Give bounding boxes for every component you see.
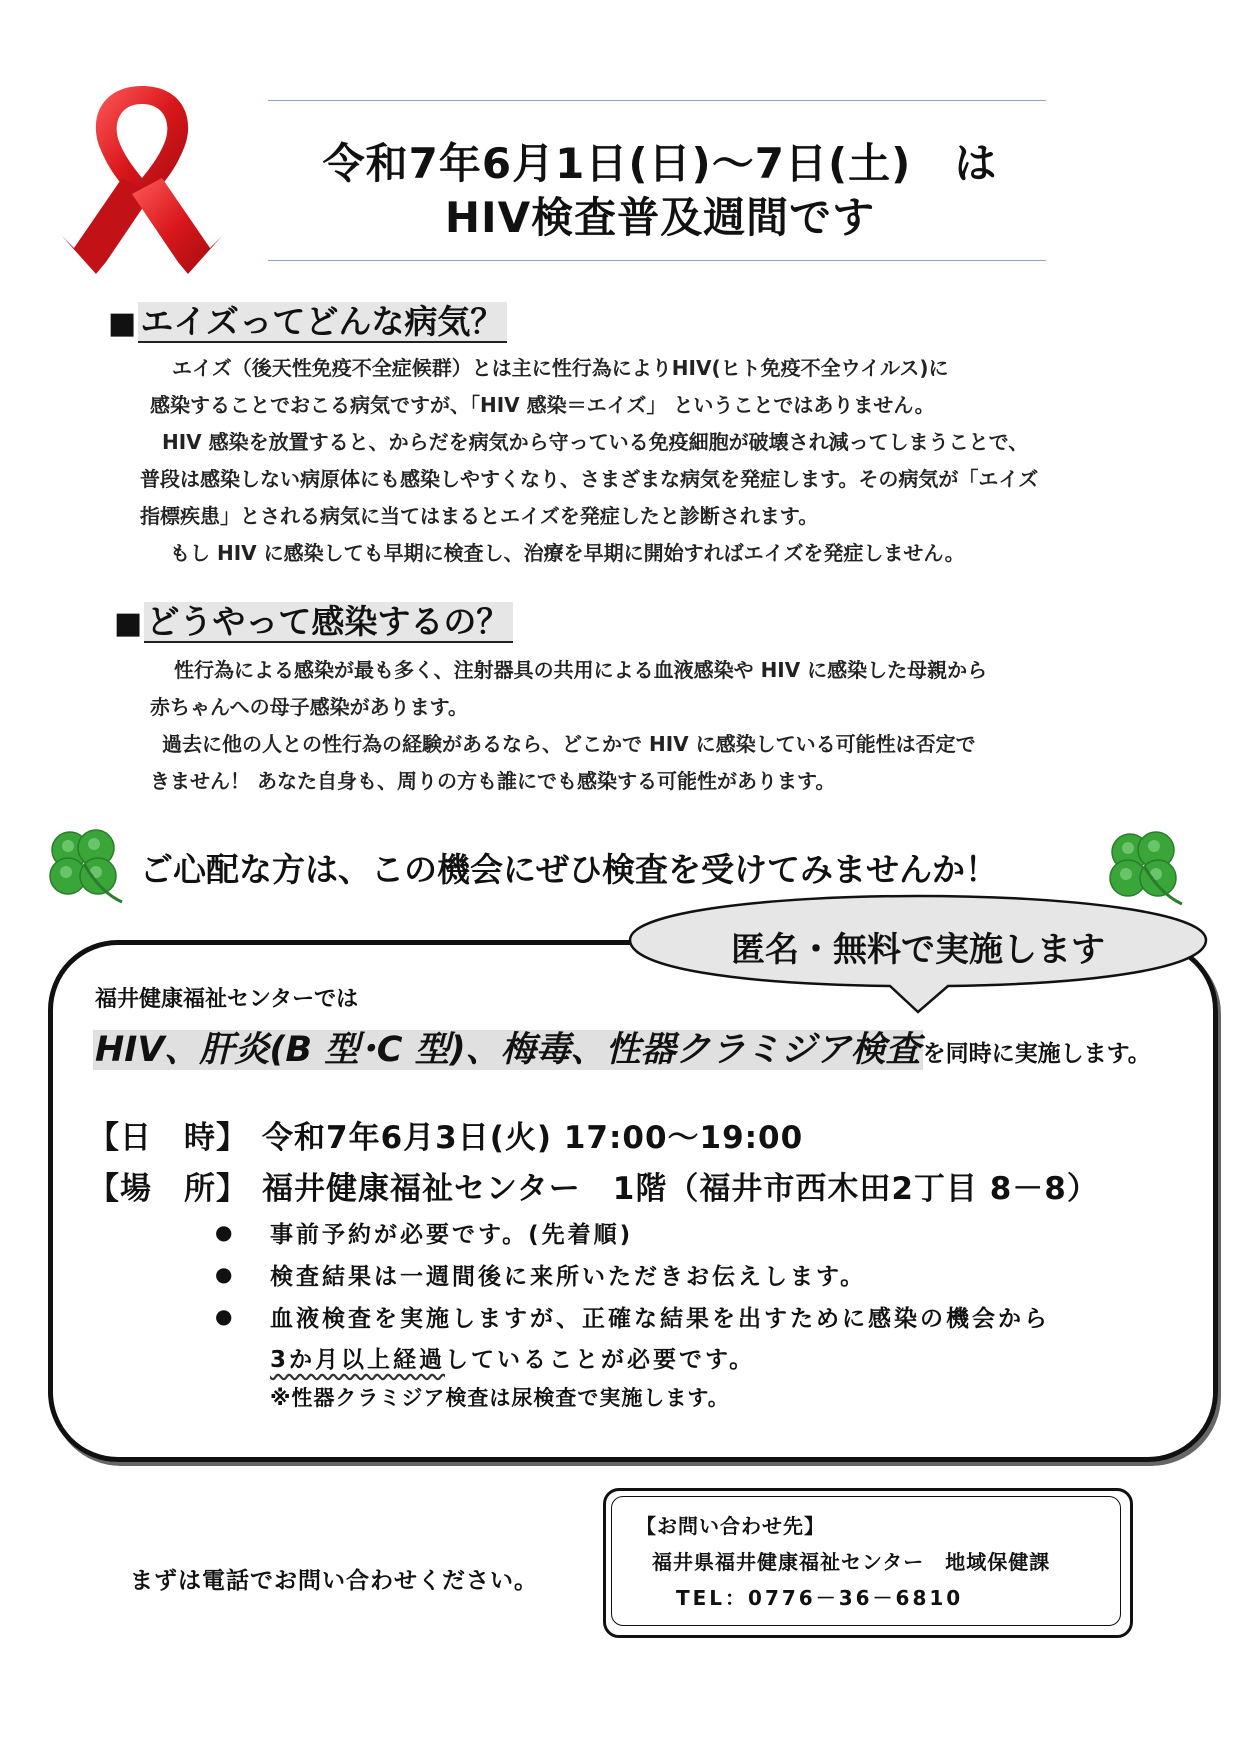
place-label: 【場 所】 [88,1171,248,1207]
red-ribbon-icon [62,78,222,278]
square-marker: ■ [108,306,137,341]
paragraph-line: 指標疾患」とされる病気に当てはまるとエイズを発症したと診断されます。 [140,504,819,528]
paragraph-line: 性行為による感染が最も多く、注射器具の共用による血液感染や HIV に感染した母親から [174,658,988,682]
callout-text: 匿名・無料で実施します [731,930,1105,970]
clover-icon [40,826,132,908]
contact-tel: TEL：0776－36－6810 [676,1586,964,1610]
bullet-dot: ● [215,1220,233,1244]
section-heading-how-infected [114,600,513,646]
paragraph-line: HIV 感染を放置すると、からだを病気から守っている免疫細胞が破壊され減ってしまうことで、 [162,430,1029,454]
bullet-item-continued [270,1341,755,1374]
paragraph-line: 普段は感染しない病原体にも感染しやすくなり、さまざまな病気を発症します。その病気が「エイズ [140,467,1039,491]
paragraph-line: きません！ あなた自身も、周りの方も誰にでも感染する可能性があります。 [150,769,836,793]
contact-title: 【お問い合わせ先】 [636,1514,825,1538]
bullet-continuation: していることが必要です。 [445,1347,756,1373]
page-title-line1: 令和7年6月1日(日)～7日(土) は [322,139,998,188]
section-heading-text: どうやって感染するの？ [144,602,513,643]
title-rule-bottom [268,260,1046,261]
section-heading-what-is-aids [108,300,507,346]
bullet-item: 血液検査を実施しますが、正確な結果を出すために感染の機会から [270,1306,1050,1332]
paragraph-line: 感染することでおこる病気ですが、「HIV 感染＝エイズ」 ということではありません。 [150,393,935,417]
contact-org: 福井県福井健康福祉センター 地域保健課 [652,1550,1051,1574]
bullet-dot: ● [215,1304,233,1328]
paragraph-line: 赤ちゃんへの母子感染があります。 [150,695,468,719]
call-to-action-text: ご心配な方は、この機会にぜひ検査を受けてみませんか！ [140,850,998,889]
note-text: ※性器クラミジア検査は尿検査で実施します。 [270,1386,730,1410]
place-value: 福井健康福祉センター 1階（福井市西木田2丁目 8－8） [262,1171,1099,1207]
paragraph-line: 過去に他の人との性行為の経験があるなら、どこかで HIV に感染している可能性は否定で [162,732,976,756]
tests-line [93,1022,1151,1072]
date-label: 【日 時】 [88,1120,248,1156]
title-rule-top [268,100,1046,101]
info-intro: 福井健康福祉センターでは [95,987,359,1012]
call-prompt: まずは電話でお問い合わせください。 [130,1568,538,1594]
bullet-dot: ● [215,1262,233,1286]
page-title-line2: HIV検査普及週間です [444,193,876,242]
section-heading-text: エイズってどんな病気？ [138,302,507,343]
paragraph-line: もし HIV に感染しても早期に検査し、治療を早期に開始すればエイズを発症しません。 [170,541,965,565]
tests-suffix: を同時に実施します。 [922,1041,1151,1067]
tests-highlight: HIV、肝炎(B 型･C 型)、梅毒、性器クラミジア検査 [95,1030,921,1070]
paragraph-line: エイズ（後天性免疫不全症候群）とは主に性行為によりHIV(ヒト免疫不全ウイルス)に [172,356,949,380]
bullet-item: 事前予約が必要です。(先着順) [270,1222,634,1248]
underlined-duration: 3か月以上経過 [270,1347,446,1373]
date-value: 令和7年6月3日(火) 17:00～19:00 [262,1120,804,1156]
bullet-item: 検査結果は一週間後に来所いただきお伝えします。 [270,1264,867,1290]
square-marker: ■ [114,606,143,641]
